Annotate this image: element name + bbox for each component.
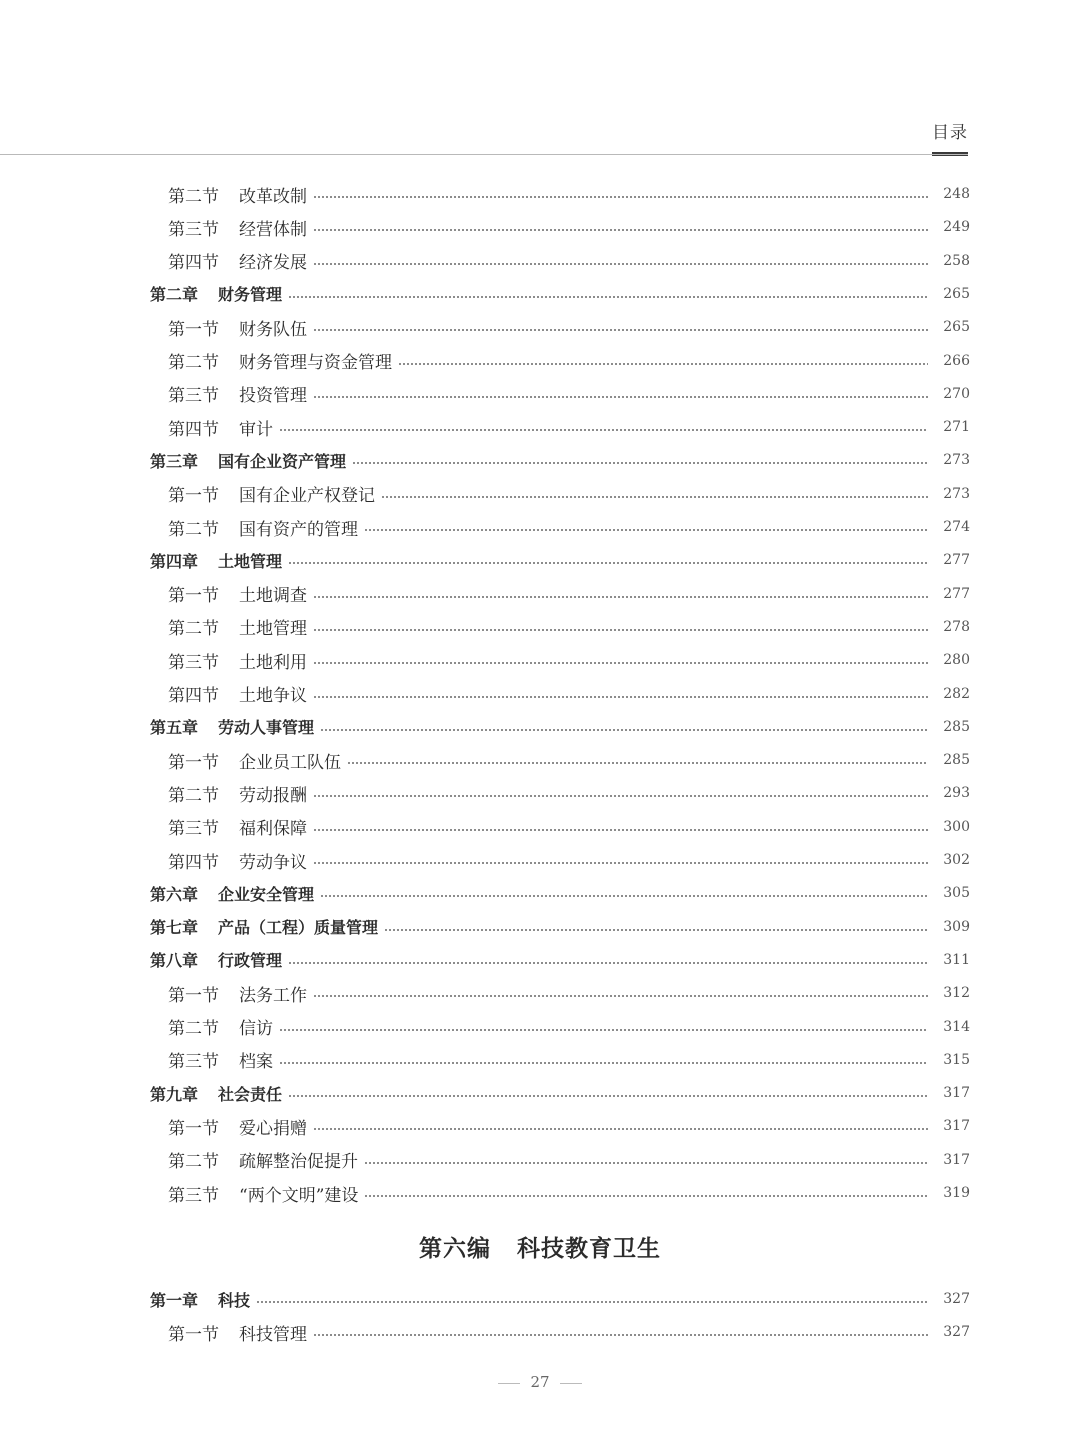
toc-page-number: 319 (943, 1185, 970, 1201)
toc-section-entry[interactable] (0, 1011, 1080, 1043)
toc-entry-text (168, 848, 311, 873)
toc-section-entry[interactable] (0, 611, 1080, 643)
toc-entry-title: “两个文明”建设 (239, 1185, 359, 1206)
toc-leader-dots (381, 496, 928, 498)
toc-leader-dots (313, 263, 928, 265)
part-title (0, 1230, 1080, 1263)
toc-page-number: 285 (943, 752, 970, 769)
toc-entry-title: 土地管理 (239, 619, 307, 640)
toc-entry-label: 第二节 (168, 1019, 219, 1039)
toc-page-number: 317 (943, 1085, 970, 1102)
toc-page-number: 249 (943, 219, 970, 236)
toc-leader-dots (320, 729, 928, 731)
toc-section-entry[interactable] (0, 811, 1080, 843)
toc-section-entry[interactable] (0, 345, 1080, 377)
toc-entry-title: 土地调查 (239, 586, 307, 607)
toc-leader-dots (347, 762, 928, 764)
toc-section-entry[interactable] (0, 478, 1080, 510)
toc-page-number: 314 (943, 1018, 970, 1035)
toc-page-number: 248 (943, 186, 970, 202)
toc-entry-label: 第五章 (150, 718, 199, 738)
toc-entry-label: 第一节 (168, 586, 219, 607)
toc-entry-text (168, 681, 311, 706)
toc-entry-label: 第三节 (168, 1052, 219, 1073)
toc-chapter-entry[interactable] (0, 544, 1080, 576)
toc-entry-text (168, 1320, 311, 1345)
toc-page-number: 273 (943, 485, 970, 502)
toc-entry-title: 科技管理 (239, 1324, 307, 1345)
toc-section-entry[interactable] (0, 211, 1080, 243)
toc-page-number: 327 (943, 1291, 970, 1307)
toc-leader-dots (313, 596, 928, 598)
toc-section-entry[interactable] (0, 511, 1080, 543)
toc-leader-dots (313, 1128, 928, 1130)
toc-entry-title: 土地管理 (218, 551, 283, 571)
toc-entry-title: 财务管理与资金管理 (239, 353, 392, 373)
toc-page-number: 274 (943, 519, 970, 535)
toc-entry-title: 国有企业产权登记 (239, 486, 375, 507)
toc-section-entry[interactable] (0, 744, 1080, 776)
toc-entry-label: 第三节 (168, 386, 219, 407)
toc-leader-dots (313, 829, 928, 831)
toc-entry-label: 第四节 (168, 253, 219, 274)
toc-entry-title: 投资管理 (239, 386, 307, 407)
toc-entry-title: 土地争议 (239, 686, 307, 706)
toc-page-number: 280 (943, 652, 970, 669)
toc-leader-dots (313, 329, 928, 331)
toc-entry-title: 企业员工队伍 (239, 752, 341, 773)
toc-entry-text (168, 1114, 311, 1139)
toc-section-entry[interactable] (0, 311, 1080, 343)
toc-page-number: 293 (943, 785, 970, 802)
page-footer (0, 1373, 1080, 1391)
toc-entry-label: 第二节 (168, 353, 219, 373)
toc-entry-title: 档案 (239, 1052, 273, 1073)
toc-entry-text (168, 248, 311, 273)
toc-page-number: 327 (943, 1324, 970, 1341)
toc-page-number: 277 (943, 585, 970, 602)
toc-leader-dots (313, 995, 928, 997)
toc-page-number: 278 (943, 618, 970, 635)
toc-leader-dots (279, 429, 928, 431)
header-rule (0, 154, 968, 155)
toc-section-entry[interactable] (0, 578, 1080, 610)
toc-page-number: 266 (943, 352, 970, 369)
toc-section-entry[interactable] (0, 678, 1080, 710)
toc-entry-label: 第一节 (168, 1324, 219, 1345)
toc-entry-text (168, 648, 311, 673)
running-header: 目录 (932, 123, 968, 143)
toc-entry-title: 劳动人事管理 (218, 718, 315, 738)
toc-entry-text (168, 1181, 362, 1206)
toc-entry-text (150, 915, 382, 938)
part-label: 第六编 (419, 1235, 491, 1262)
toc-entry-label: 第二节 (168, 186, 219, 207)
toc-entry-text (168, 415, 277, 440)
toc-entry-label: 第一节 (168, 752, 219, 773)
toc-entry-title: 福利保障 (239, 819, 307, 840)
toc-section-entry[interactable] (0, 977, 1080, 1009)
toc-entry-label: 第四节 (168, 852, 219, 873)
toc-leader-dots (320, 895, 928, 897)
toc-entry-label: 第四节 (168, 686, 219, 706)
toc-entry-label: 第一章 (150, 1290, 199, 1310)
toc-section-entry[interactable] (0, 245, 1080, 277)
toc-leader-dots (364, 1195, 928, 1197)
toc-leader-dots (364, 1162, 928, 1164)
toc-entry-label: 第二节 (168, 785, 219, 806)
toc-entry-label: 第二节 (168, 519, 219, 540)
toc-page-number: 265 (943, 285, 970, 302)
toc-entry-label: 第二节 (168, 619, 219, 640)
footer-rule-right (560, 1383, 582, 1384)
toc-entry-title: 经营体制 (239, 219, 307, 240)
toc-entry-title: 土地利用 (239, 652, 307, 673)
toc-page-number: 302 (943, 852, 970, 868)
toc-entry-title: 疏解整治促提升 (239, 1152, 358, 1173)
toc-entry-text (168, 1047, 277, 1072)
toc-entry-text (168, 581, 311, 606)
toc-page-number: 317 (943, 1151, 970, 1168)
toc-entry-label: 第二节 (168, 1152, 219, 1173)
toc-section-entry[interactable] (0, 1044, 1080, 1076)
toc-leader-dots (288, 296, 928, 298)
toc-leader-dots (288, 1095, 928, 1097)
toc-page-number: 285 (943, 718, 970, 735)
toc-entry-label: 第四章 (150, 551, 199, 571)
toc-chapter-entry[interactable] (0, 1077, 1080, 1109)
toc-page-number: 273 (943, 452, 970, 469)
toc-chapter-entry[interactable] (0, 1283, 1080, 1315)
toc-entry-title: 劳动争议 (239, 852, 307, 873)
toc-entry-title: 信访 (239, 1019, 273, 1039)
toc-leader-dots (364, 529, 928, 531)
toc-entry-label: 第一节 (168, 1118, 219, 1139)
toc-entry-title: 财务管理 (218, 285, 283, 305)
toc-leader-dots (398, 363, 928, 365)
toc-entry-label: 第一节 (168, 486, 219, 507)
toc-leader-dots (313, 696, 928, 698)
toc-entry-text (150, 948, 286, 971)
toc-entry-text (168, 182, 311, 207)
toc-page-number: 277 (943, 552, 970, 569)
toc-entry-text (168, 1014, 277, 1039)
toc-entry-label: 第二章 (150, 285, 199, 305)
toc-page-number: 282 (943, 685, 970, 702)
toc-leader-dots (288, 562, 928, 564)
toc-section-entry[interactable] (0, 1316, 1080, 1348)
toc-page-number: 305 (943, 885, 970, 902)
toc-section-entry[interactable] (0, 1177, 1080, 1209)
toc-entry-title: 改革改制 (239, 186, 307, 207)
toc-page-number: 265 (943, 319, 970, 336)
toc-entry-text (168, 315, 311, 340)
toc-leader-dots (384, 929, 928, 931)
toc-entry-text (168, 614, 311, 639)
toc-entry-title: 企业安全管理 (218, 884, 315, 904)
toc-section-entry[interactable] (0, 644, 1080, 676)
toc-entry-label: 第一节 (168, 985, 219, 1006)
toc-entry-text (150, 449, 350, 472)
toc-leader-dots (256, 1301, 928, 1303)
toc-page-number: 311 (943, 951, 970, 968)
toc-leader-dots (279, 1029, 928, 1031)
toc-leader-dots (352, 462, 928, 464)
toc-leader-dots (313, 229, 928, 231)
toc-chapter-entry[interactable] (0, 944, 1080, 976)
toc-entry-label: 第八章 (150, 951, 199, 971)
toc-entry-title: 财务队伍 (239, 319, 307, 340)
toc-entry-title: 经济发展 (239, 253, 307, 274)
page-number: 27 (530, 1373, 550, 1391)
toc-section-entry[interactable] (0, 178, 1080, 210)
toc-entry-label: 第四节 (168, 419, 219, 440)
toc-page-number: 309 (943, 918, 970, 935)
toc-entry-label: 第七章 (150, 918, 199, 938)
toc-entry-text (150, 1288, 254, 1311)
toc-entry-text (168, 515, 362, 540)
toc-entry-text (168, 215, 311, 240)
toc-page-number: 317 (943, 1118, 970, 1135)
toc-leader-dots (288, 962, 928, 964)
toc-page-number: 258 (943, 252, 970, 269)
toc-leader-dots (313, 396, 928, 398)
toc-entry-text (150, 549, 286, 572)
toc-page-number: 315 (943, 1051, 970, 1068)
toc-entry-title: 社会责任 (218, 1084, 283, 1104)
toc-entry-text (150, 715, 318, 738)
toc-entry-label: 第三节 (168, 819, 219, 840)
toc-section-entry[interactable] (0, 411, 1080, 443)
footer-rule-left (498, 1383, 520, 1384)
toc-section-entry[interactable] (0, 777, 1080, 809)
toc-leader-dots (313, 629, 928, 631)
toc-entry-text (168, 381, 311, 406)
toc-entry-text (168, 748, 345, 773)
toc-leader-dots (279, 1062, 928, 1064)
toc-entry-label: 第三章 (150, 451, 199, 471)
toc-entry-text (168, 981, 311, 1006)
toc-entry-label: 第一节 (168, 319, 219, 340)
toc-entry-text (168, 348, 396, 373)
toc-page-number: 270 (943, 385, 970, 402)
toc-chapter-entry[interactable] (0, 444, 1080, 476)
toc-chapter-entry[interactable] (0, 877, 1080, 909)
toc-entry-title: 法务工作 (239, 985, 307, 1006)
toc-entry-title: 国有企业资产管理 (218, 451, 347, 471)
toc-entry-label: 第三节 (168, 219, 219, 240)
toc-entry-title: 行政管理 (218, 951, 283, 971)
toc-chapter-entry[interactable] (0, 278, 1080, 310)
toc-entry-title: 科技 (218, 1290, 251, 1310)
toc-leader-dots (313, 1334, 928, 1336)
toc-entry-title: 爱心捐赠 (239, 1118, 307, 1139)
toc-leader-dots (313, 662, 928, 664)
toc-entry-text (150, 882, 318, 905)
toc-chapter-entry[interactable] (0, 711, 1080, 743)
toc-entry-text (168, 814, 311, 839)
toc-entry-title: 审计 (239, 419, 273, 440)
toc-entry-label: 第六章 (150, 884, 199, 904)
toc-entry-text (150, 1082, 286, 1105)
toc-section-entry[interactable] (0, 378, 1080, 410)
toc-section-entry[interactable] (0, 1110, 1080, 1142)
toc-page-number: 271 (943, 419, 970, 436)
toc-chapter-entry[interactable] (0, 911, 1080, 943)
toc-section-entry[interactable] (0, 1144, 1080, 1176)
toc-entry-label: 第三节 (168, 1185, 219, 1206)
toc-entry-text (168, 481, 379, 506)
toc-entry-text (168, 781, 311, 806)
toc-entry-text (150, 282, 286, 305)
toc-entry-text (168, 1147, 362, 1172)
toc-page-number: 300 (943, 818, 970, 835)
toc-leader-dots (313, 196, 928, 198)
toc-entry-label: 第三节 (168, 652, 219, 673)
part-name: 科技教育卫生 (517, 1235, 661, 1262)
toc-entry-title: 产品（工程）质量管理 (218, 918, 379, 938)
toc-section-entry[interactable] (0, 844, 1080, 876)
toc-entry-title: 国有资产的管理 (239, 519, 358, 540)
toc-leader-dots (313, 862, 928, 864)
toc-leader-dots (313, 795, 928, 797)
toc-entry-title: 劳动报酬 (239, 785, 307, 806)
toc-page-number: 312 (943, 985, 970, 1002)
toc-entry-label: 第九章 (150, 1084, 199, 1104)
